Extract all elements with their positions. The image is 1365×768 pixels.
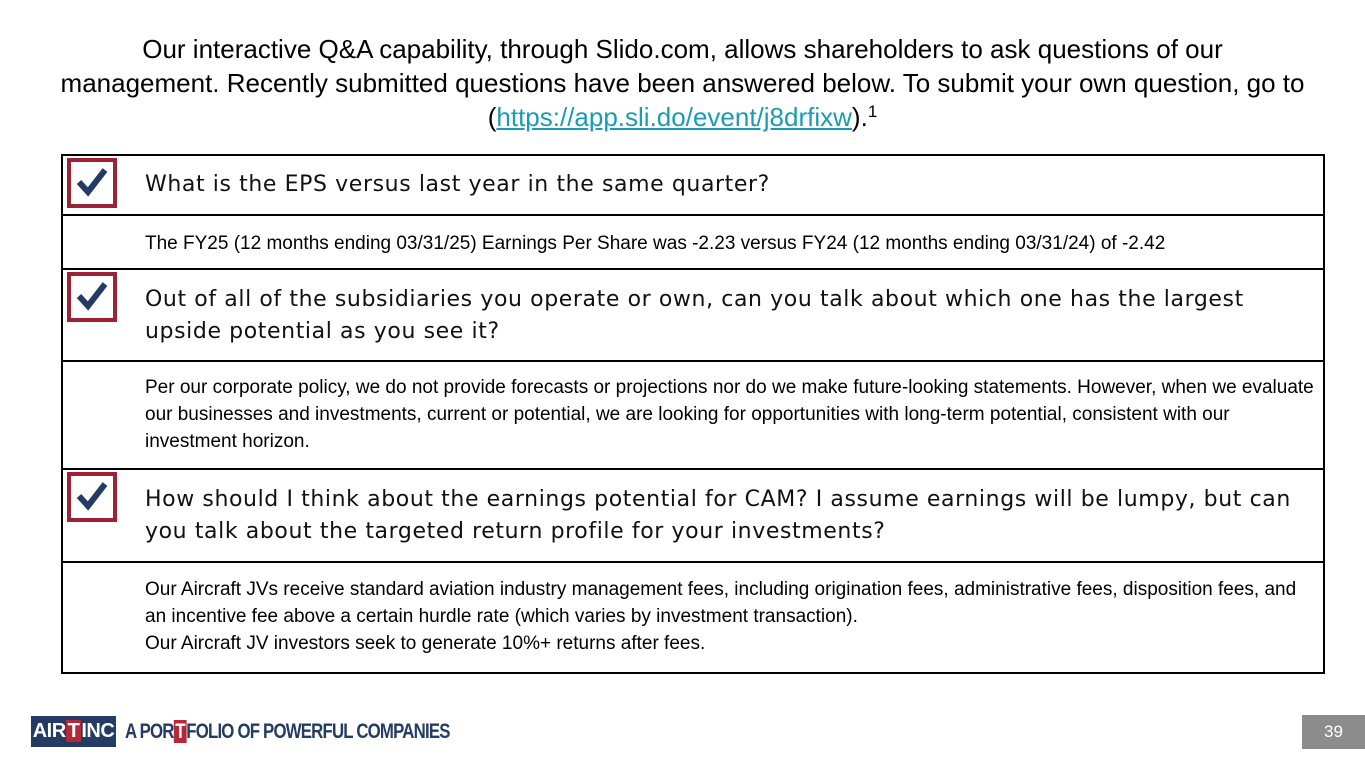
question-text: How should I think about the earnings potential for CAM? I assume earnings will be lumpy, but can you talk about the targeted return profile for your investments?: [145, 487, 1291, 544]
air-t-logo: AIR T INC: [31, 716, 116, 747]
answer-row: [63, 216, 1323, 270]
checked-box-icon: [67, 158, 117, 208]
question-text: Out of all of the subsidiaries you operate or own, can you talk about which one has the largest upside potential as you see it?: [145, 287, 1244, 344]
qa-table: [61, 154, 1325, 674]
answer-row: [63, 563, 1323, 672]
checked-box-icon: [67, 472, 117, 522]
intro-text-end: ).: [851, 102, 868, 132]
checked-box-icon: [67, 272, 117, 322]
answer-text: Our Aircraft JV investors seek to generate 10%+ returns after fees.: [145, 633, 706, 654]
question-text: What is the EPS versus last year in the same quarter?: [145, 172, 770, 197]
intro-text: Our interactive Q&A capability, through Slido.com, allows shareholders to ask questions of our management. Recently submitted questions have been answered below. To submit your own question, go to (: [60, 34, 1305, 132]
answer-text: Our Aircraft JVs receive standard aviation industry management fees, including origination fees, administrative fees, disposition fees, and an incentive fee above a certain hurdle rate (which varies by investment transaction).: [145, 579, 1297, 627]
question-row: [63, 470, 1323, 563]
answer-row: [63, 362, 1323, 470]
page-number: 39: [1302, 715, 1365, 749]
intro-paragraph: [60, 32, 1305, 134]
question-row: [63, 156, 1323, 216]
slido-link[interactable]: https://app.sli.do/event/j8drfixw: [496, 102, 852, 132]
answer-text: Per our corporate policy, we do not provide forecasts or projections nor do we make future-looking statements. However, when we evaluate our businesses and investments, current or potential, we are looking for opportunities with long-term potential, consistent with our investment horizon.: [145, 377, 1314, 452]
answer-text: The FY25 (12 months ending 03/31/25) Earnings Per Share was -2.23 versus FY24 (12 months ending 03/31/24) of -2.42: [145, 233, 1166, 254]
question-row: [63, 270, 1323, 362]
footnote-ref: 1: [867, 102, 878, 121]
logo-tagline: A PORTFOLIO OF POWERFUL COMPANIES: [125, 720, 450, 743]
